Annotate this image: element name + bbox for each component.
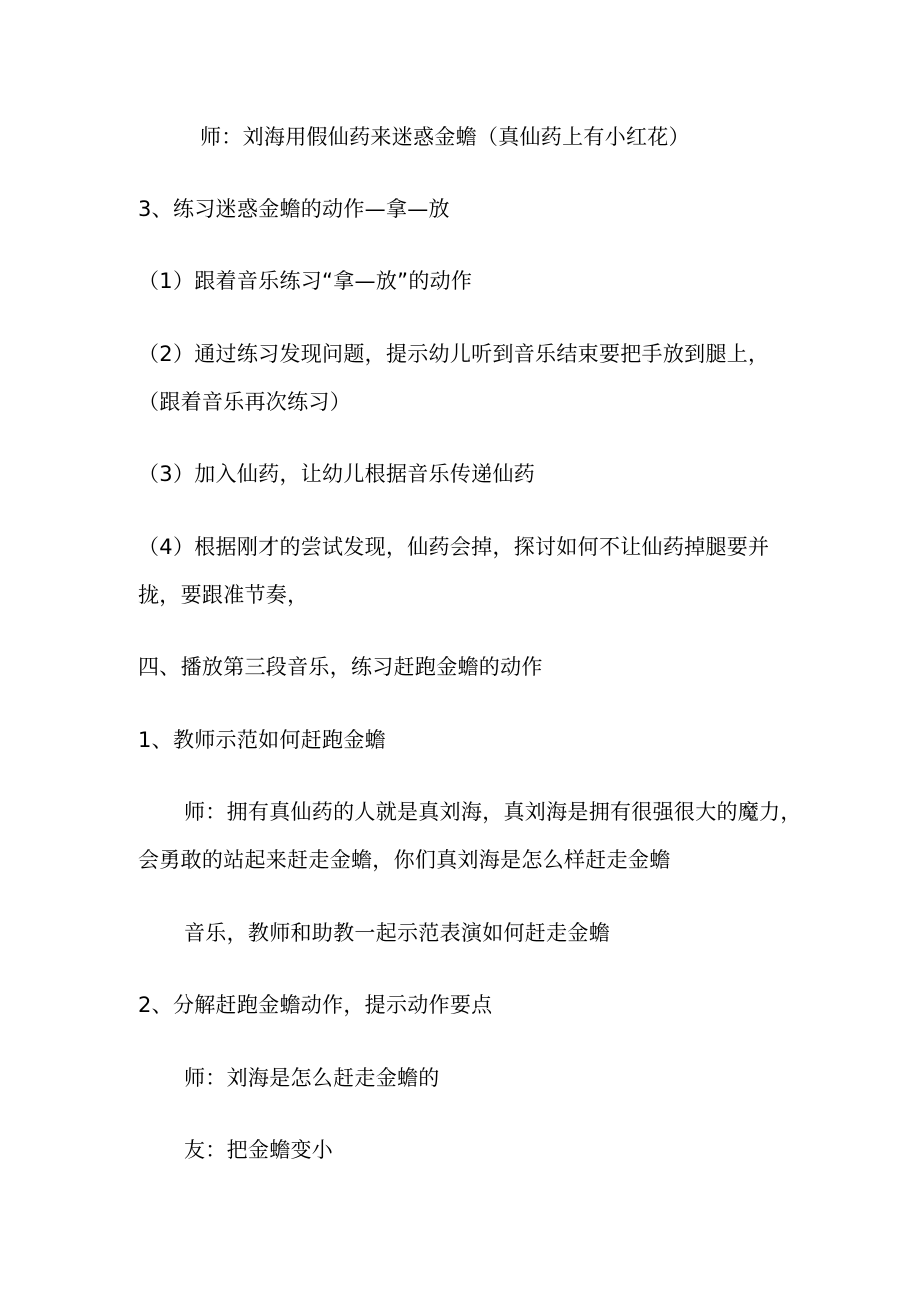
heading-step-2: 2、分解赶跑金蟾动作，提示动作要点 (138, 993, 493, 1017)
heading-step-3: 3、练习迷惑金蟾的动作—拿—放 (138, 197, 450, 221)
paragraph-teacher-magic-line-2: 会勇敢的站起来赶走金蟾，你们真刘海是怎么样赶走金蟾 (138, 848, 671, 872)
list-item-2-line-2: （跟着音乐再次练习） (138, 390, 351, 414)
list-item-4-line-2: 拢，要跟准节奏， (138, 583, 309, 607)
paragraph-teacher-fake-medicine: 师：刘海用假仙药来迷惑金蟾（真仙药上有小红花） (200, 125, 690, 149)
heading-step-1: 1、教师示范如何赶跑金蟾 (138, 728, 386, 752)
paragraph-teacher-question: 师：刘海是怎么赶走金蟾的 (184, 1066, 440, 1090)
list-item-1: （1）跟着音乐练习“拿—放”的动作 (138, 269, 473, 293)
paragraph-child-answer: 友：把金蟾变小 (184, 1138, 334, 1162)
paragraph-music-demo: 音乐，教师和助教一起示范表演如何赶走金蟾 (184, 921, 610, 945)
list-item-2-line-1: （2）通过练习发现问题，提示幼儿听到音乐结束要把手放到腿上， (138, 342, 770, 366)
list-item-3: （3）加入仙药，让幼儿根据音乐传递仙药 (138, 462, 536, 486)
paragraph-teacher-magic-line-1: 师：拥有真仙药的人就是真刘海，真刘海是拥有很强很大的魔力， (184, 800, 802, 824)
list-item-4-line-1: （4）根据刚才的尝试发现，仙药会掉，探讨如何不让仙药掉腿要并 (138, 535, 770, 559)
heading-section-4: 四、播放第三段音乐，练习赶跑金蟾的动作 (138, 655, 543, 679)
